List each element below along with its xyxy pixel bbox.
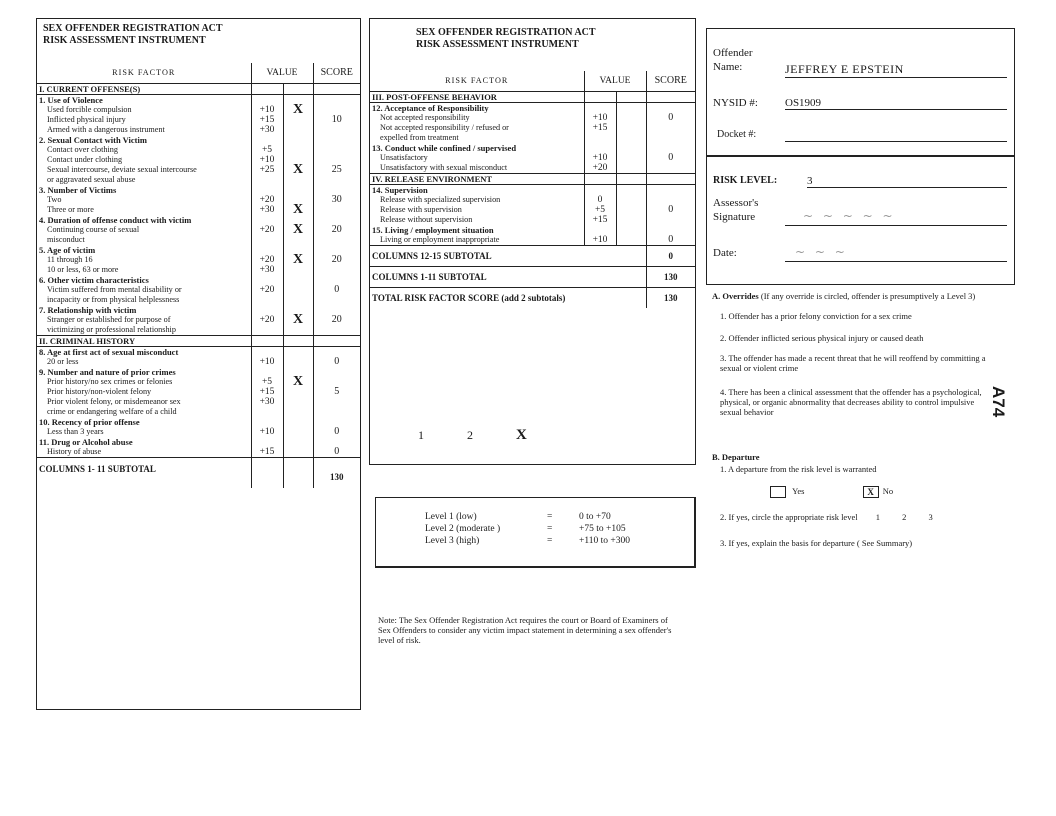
total-score-label: TOTAL RISK FACTOR SCORE (add 2 subtotals)	[370, 288, 646, 309]
left-instrument-panel	[36, 18, 361, 710]
score-supervision: 0	[646, 205, 695, 215]
subtotal-score: 130	[313, 458, 360, 489]
risk-factor-header: RISK FACTOR	[37, 63, 251, 84]
exhibit-stamp: A74	[989, 386, 1008, 418]
score-conduct-confined: 0	[646, 153, 695, 163]
selected-mark: X	[283, 377, 313, 387]
assessor-signature-field	[785, 209, 1007, 226]
score-drug-alcohol: 0	[313, 447, 360, 458]
factor-conduct-confined: 13. Conduct while confined / supervised	[372, 143, 517, 153]
score-relationship: 20	[313, 315, 360, 325]
selected-mark: X	[283, 165, 313, 175]
score-recency: 0	[313, 427, 360, 437]
score-use-of-violence: 10	[313, 115, 360, 125]
overrides-title: A. Overrides	[712, 291, 759, 301]
factor-living-employment: 15. Living / employment situation	[372, 225, 494, 235]
no-checkbox[interactable]: X	[863, 486, 879, 498]
form-title: SEX OFFENDER REGISTRATION ACT RISK ASSESSMENT INSTRUMENT	[43, 23, 223, 46]
score-prior-crimes: 5	[313, 387, 360, 397]
yes-checkbox[interactable]	[770, 486, 786, 498]
factor-duration: 4. Duration of offense conduct with victim	[39, 215, 192, 225]
subtotal-12-15-score: 0	[646, 246, 695, 267]
subtotal-1-11-score: 130	[646, 267, 695, 288]
score-sexual-contact: 25	[313, 165, 360, 175]
override-item-2: 2. Offender inflicted serious physical injury or caused death	[720, 333, 924, 343]
subtotal-label: COLUMNS 1- 11 SUBTOTAL	[37, 458, 251, 489]
selected-level-mark: X	[516, 427, 527, 443]
risk-level-selection: 1 2 X	[418, 427, 527, 443]
level-key-box	[375, 497, 696, 568]
section-post-offense: III. POST-OFFENSE BEHAVIOR	[370, 92, 584, 103]
total-score: 130	[646, 288, 695, 309]
nysid-field: OS1909	[785, 97, 1007, 110]
factor-other-victim: 6. Other victim characteristics	[39, 275, 149, 285]
risk-level-field: 3	[807, 175, 1007, 188]
selected-mark: X	[283, 105, 313, 115]
section-current-offense: I. CURRENT OFFENSE(S)	[37, 84, 251, 95]
divider	[707, 155, 1014, 157]
overrides-section: A. Overrides (If any override is circled, offender is presumptively a Level 3) 1. Offender has a prior felony conviction for a sex crime 2. Offender inflicted serious physical injury or caused death 3. The offender has made a recent threat that he will reoffend by committing a sexual or violent crime 4. There has been a clinical assessment that the offender has a psychological, physical, or organic abnormality that decreases ability to control impulsive sexual behavior	[712, 291, 1012, 417]
offender-info-panel: Offender Name: JEFFREY E EPSTEIN NYSID #: OS1909 Docket #: RISK LEVEL: 3 Assessor's Signature ~ ~ ~ ~ ~ Date: ~ ~ ~	[706, 28, 1015, 285]
departure-title: B. Departure	[712, 452, 760, 462]
level-row-2: Level 2 (moderate ) = +75 to +105	[425, 524, 626, 534]
docket-field	[785, 129, 1007, 142]
score-living-employment: 0	[646, 235, 695, 246]
score-duration: 20	[313, 225, 360, 235]
section-criminal-history: II. CRIMINAL HISTORY	[37, 336, 251, 347]
factor-use-of-violence: 1. Use of Violence	[39, 95, 103, 105]
offender-name-field: JEFFREY E EPSTEIN	[785, 62, 1007, 78]
date-field	[785, 247, 1007, 262]
middle-instrument-panel	[369, 18, 696, 465]
victim-impact-note: Note: The Sex Offender Registration Act requires the court or Board of Examiners of Sex Offenders to consider any victim impact statement in determining a sex offender's level of risk.	[378, 615, 672, 645]
score-age-first-act: 0	[313, 357, 360, 367]
factor-number-of-victims: 3. Number of Victims	[39, 185, 117, 195]
score-other-victim: 0	[313, 285, 360, 295]
override-item-1: 1. Offender has a prior felony conviction for a sex crime	[720, 311, 912, 321]
factor-supervision: 14. Supervision	[372, 185, 428, 195]
override-item-4: 4. There has been a clinical assessment that the offender has a psychological, physical, or organic abnormality that decreases ability to control impulsive sexual behavior	[720, 387, 982, 417]
factor-recency: 10. Recency of prior offense	[39, 417, 140, 427]
score-age-of-victim: 20	[313, 255, 360, 265]
value-header: VALUE	[251, 63, 313, 84]
factor-sexual-contact: 2. Sexual Contact with Victim	[39, 135, 147, 145]
selected-mark: X	[283, 225, 313, 235]
factor-acceptance: 12. Acceptance of Responsibility	[372, 103, 489, 113]
factor-relationship: 7. Relationship with victim	[39, 305, 137, 315]
score-header: SCORE	[313, 63, 360, 84]
departure-section: B. Departure 1. A departure from the risk level is warranted Yes X No 2. If yes, circle the appropriate risk level 1 2 3 3. If yes, explain the basis for departure ( See Summary)	[712, 452, 933, 549]
form-title-middle: SEX OFFENDER REGISTRATION ACT RISK ASSESSMENT INSTRUMENT	[416, 27, 596, 50]
factor-age-first-act: 8. Age at first act of sexual misconduct	[39, 347, 179, 357]
score-number-of-victims: 30	[313, 195, 360, 205]
left-risk-table: RISK FACTOR VALUE SCORE I. CURRENT OFFENSE(S) 1. Use of Violence Used forcible compulsion +10 X Inflicted physical injury +15 10 Armed with a dangerous instrument +30 2. Sexual Contact with Victim Contact over clothing +5 Contact under clothing +10 Sexual intercourse, deviate sexual intercourse +25 X 25 or aggravated sexual abuse 3. Number of Victims Two +20 30 Three or more +30 X 4. Duration of offense conduct with victim Continuing course of sexual +20 X 20 misconduct 5. Age of victim 11 through 16 +20 X 20 10 or less, 63 or more +30 6. Other victim characteristics Victim suffered from mental disability or +20 0 incapacity or from physical helplessness 7. Relationship with victim Stranger or established for purpose of +20 X 20 victimizing or professional relationship II. CRIMINAL HISTORY 8. Age at first act of sexual misconduct 20 or less +10 0 9. Number and nature of prior crimes Prior history/no sex crimes or felonies +5 X Prior history/non-violent felony +15 5 Prior violent felony, or misdemeanor sex +30 crime or endangering welfare of a child 10. Recency of prior offense Less than 3 years +10 0 11. Drug or Alcohol abuse History of abuse +15 0 COLUMNS 1- 11 SUBTOTAL 130	[37, 63, 360, 488]
factor-age-of-victim: 5. Age of victim	[39, 245, 96, 255]
date-scribble-icon: ~ ~ ~	[795, 245, 848, 259]
selected-mark: X	[283, 255, 313, 265]
level-row-3: Level 3 (high) = +110 to +300	[425, 536, 631, 546]
factor-prior-crimes: 9. Number and nature of prior crimes	[39, 367, 176, 377]
subtotal-1-11-label: COLUMNS 1-11 SUBTOTAL	[370, 267, 584, 288]
score-acceptance: 0	[646, 113, 695, 123]
level-row-1: Level 1 (low) = 0 to +70	[425, 512, 611, 522]
selected-mark: X	[283, 315, 313, 325]
selected-mark: X	[283, 205, 313, 215]
section-release-environment: IV. RELEASE ENVIRONMENT	[370, 174, 584, 185]
signature-scribble-icon: ~ ~ ~ ~ ~	[803, 209, 896, 223]
override-item-3: 3. The offender has made a recent threat that he will reoffend by committing a sexual or violent crime	[720, 353, 986, 373]
subtotal-12-15-label: COLUMNS 12-15 SUBTOTAL	[370, 246, 584, 267]
middle-risk-table: RISK FACTOR VALUE SCORE III. POST-OFFENSE BEHAVIOR 12. Acceptance of Responsibility Not accepted responsibility +10 0 Not accepted responsibility / refused or +15 expelled from treatment 13. Conduct while confined / supervised Unsatisfactory +10 0 Unsatisfactory with sexual misconduct +20 IV. RELEASE ENVIRONMENT 14. Supervision Release with specialized supervision 0 Release with supervision +5 0 Release without supervision +15 15. Living / employment situation Living or employment inappropriate +10 0 COLUMNS 12-15 SUBTOTAL 0 COLUMNS 1-11 SUBTOTAL 130 TOTAL RISK FACTOR SCORE (add 2 subtotals) 130	[370, 71, 695, 308]
level-key-table	[424, 511, 631, 547]
factor-drug-alcohol: 11. Drug or Alcohol abuse	[39, 437, 133, 447]
